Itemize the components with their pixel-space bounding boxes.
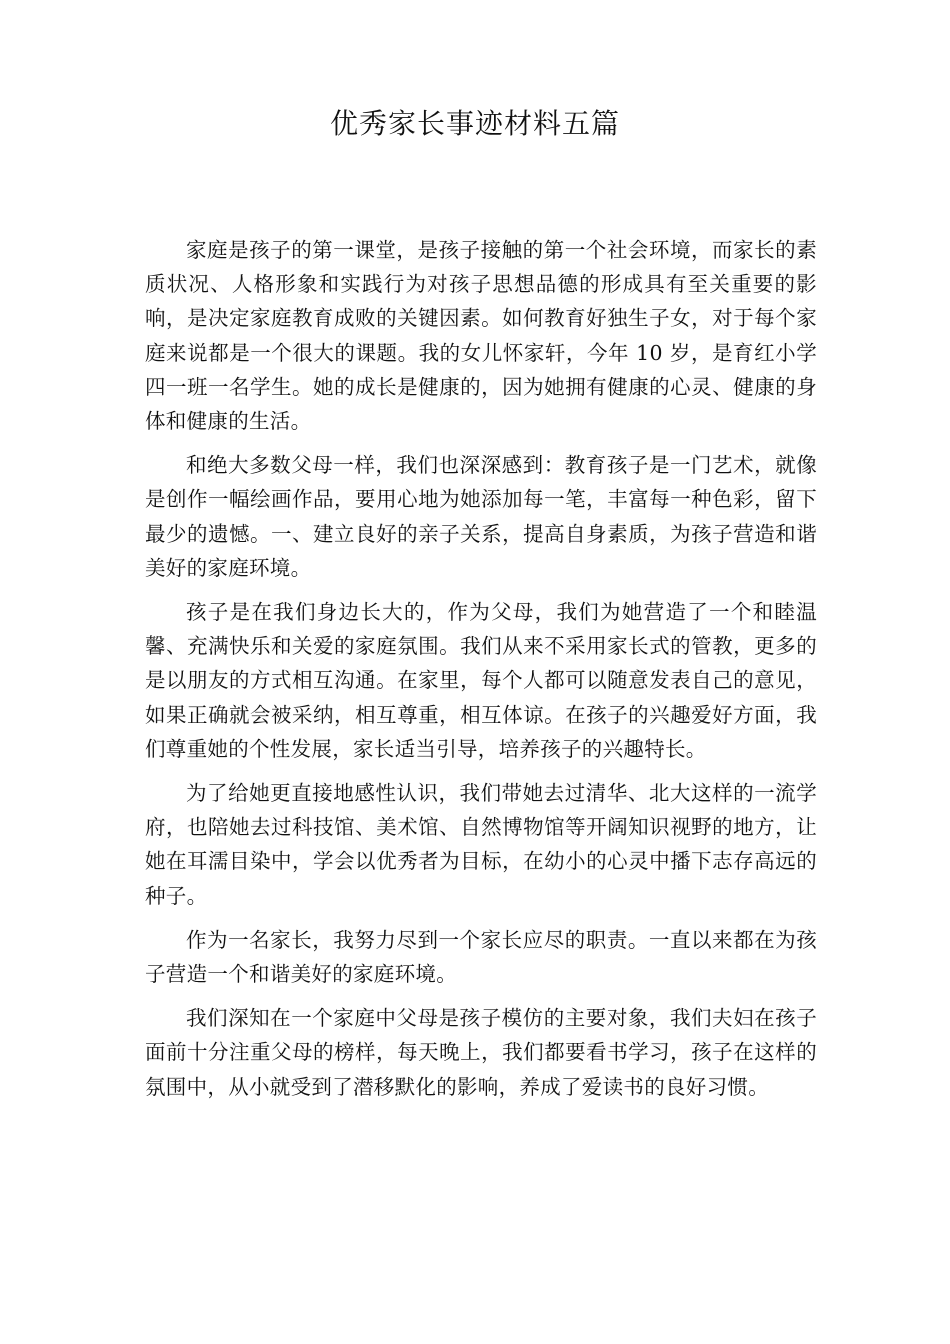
document-body: [145, 233, 817, 1114]
paragraph-3: 孩子是在我们身边长大的，作为父母，我们为她营造了一个和睦温馨、充满快乐和关爱的家庭氛围。我们从来不采用家长式的管教，更多的是以朋友的方式相互沟通。在家里，每个人都可以随意发表自己的意见，如果正确就会被采纳，相互尊重，相互体谅。在孩子的兴趣爱好方面，我们尊重她的个性发展，家长适当引导，培养孩子的兴趣特长。: [145, 600, 817, 761]
document-title: 优秀家长事迹材料五篇: [329, 107, 620, 140]
paragraph-6: 我们深知在一个家庭中父母是孩子模仿的主要对象，我们夫妇在孩子面前十分注重父母的榜样，每天晚上，我们都要看书学习，孩子在这样的氛围中，从小就受到了潜移默化的影响，养成了爱读书的良好习惯。: [145, 1006, 817, 1099]
paragraph-5: 作为一名家长，我努力尽到一个家长应尽的职责。一直以来都在为孩子营造一个和谐美好的家庭环境。: [145, 927, 817, 987]
paragraph-4: 为了给她更直接地感性认识，我们带她去过清华、北大这样的一流学府，也陪她去过科技馆、美术馆、自然博物馆等开阔知识视野的地方，让她在耳濡目染中，学会以优秀者为目标，在幼小的心灵中播下志存高远的种子。: [145, 781, 817, 908]
paragraph-1: 家庭是孩子的第一课堂，是孩子接触的第一个社会环境，而家长的素质状况、人格形象和实践行为对孩子思想品德的形成具有至关重要的影响，是决定家庭教育成败的关键因素。如何教育好独生子女，对于每个家庭来说都是一个很大的课题。我的女儿怀家轩，今年 10 岁，是育红小学四一班一名学生。她的成长是健康的，因为她拥有健康的心灵、健康的身体和健康的生活。: [145, 238, 817, 434]
paragraph-2: 和绝大多数父母一样，我们也深深感到：教育孩子是一门艺术，就像是创作一幅绘画作品，要用心地为她添加每一笔，丰富每一种色彩，留下最少的遗憾。一、建立良好的亲子关系，提高自身素质，为孩子营造和谐美好的家庭环境。: [145, 453, 817, 580]
